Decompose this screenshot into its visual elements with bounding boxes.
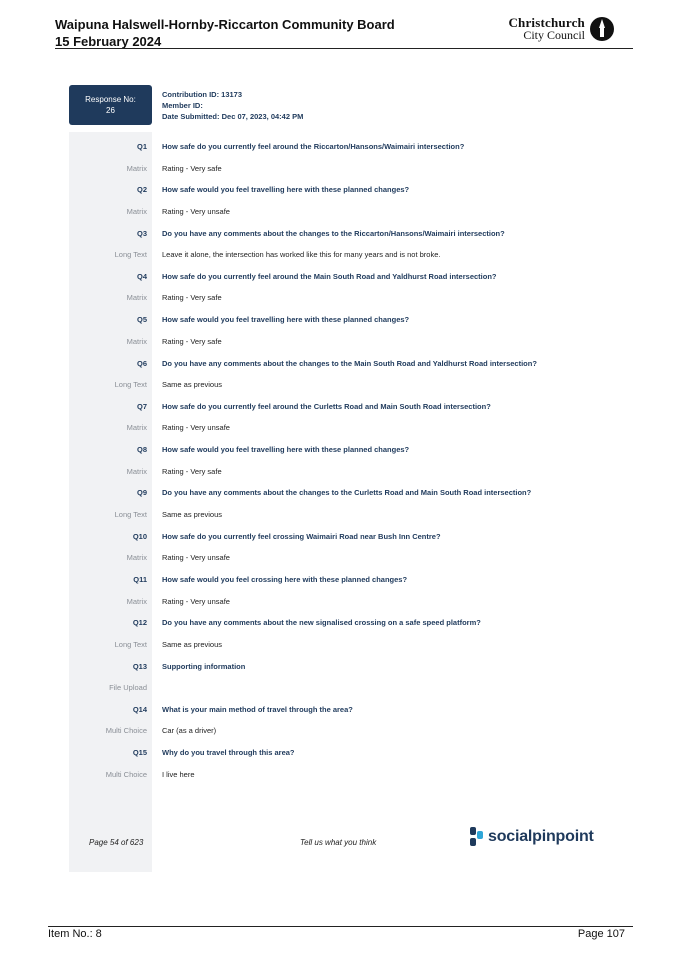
question-number: Q13 xyxy=(132,661,147,671)
response-label: Response No: xyxy=(85,95,136,104)
question-row xyxy=(69,746,629,760)
question-text: Why do you travel through this area? xyxy=(162,748,295,758)
question-type: Matrix xyxy=(126,466,147,476)
question-type: Matrix xyxy=(126,553,147,563)
question-text: How safe do you currently feel crossing Waimairi Road near Bush Inn Centre? xyxy=(162,531,441,541)
answer-text: Car (as a driver) xyxy=(162,726,217,736)
answer-row xyxy=(69,205,629,219)
question-text: How safe would you feel travelling here with these planned changes? xyxy=(162,185,410,195)
contribution-label: Contribution ID: xyxy=(162,90,220,99)
answer-text: I live here xyxy=(162,769,195,779)
answer-text: Same as previous xyxy=(162,509,223,519)
header-title xyxy=(55,16,395,50)
member-label: Member ID: xyxy=(162,101,203,110)
question-type: Matrix xyxy=(126,423,147,433)
question-sidebar xyxy=(69,132,152,872)
answer-row xyxy=(69,551,629,565)
question-text: How safe do you currently feel around the Riccarton/Hansons/Waimairi intersection? xyxy=(162,142,465,151)
question-text: How safe do you currently feel around the Curletts Road and Main South Road intersection? xyxy=(162,401,491,411)
question-text: Supporting information xyxy=(162,661,246,671)
brand-name: socialpinpoint xyxy=(488,828,594,845)
council-logo xyxy=(508,16,615,42)
question-type: Matrix xyxy=(126,163,147,173)
question-text: How safe would you feel travelling here with these planned changes? xyxy=(162,445,410,455)
answer-row xyxy=(69,378,629,392)
item-number: Item No.: 8 xyxy=(48,928,102,940)
question-type: Long Text xyxy=(114,509,147,519)
answer-text: Rating - Very safe xyxy=(162,163,222,173)
footer-divider xyxy=(48,926,633,927)
question-row xyxy=(69,227,629,241)
response-number-box xyxy=(69,85,152,125)
question-number: Q11 xyxy=(133,575,147,584)
question-number: Q1 xyxy=(136,142,147,151)
question-row xyxy=(69,573,629,587)
question-row xyxy=(69,270,629,284)
answer-text: Leave it alone, the intersection has worked like this for many years and is not broke. xyxy=(162,250,441,260)
question-number: Q4 xyxy=(136,271,147,281)
meeting-date: 15 February 2024 xyxy=(55,34,162,49)
question-number: Q6 xyxy=(136,358,147,368)
answer-text: Rating - Very unsafe xyxy=(162,553,230,563)
socialpinpoint-logo xyxy=(470,827,594,847)
answer-text: Rating - Very unsafe xyxy=(162,423,230,433)
question-number: Q12 xyxy=(132,618,147,628)
answer-row xyxy=(69,335,629,349)
question-text: How safe do you currently feel around the Main South Road and Yaldhurst Road intersection? xyxy=(162,271,497,281)
question-row xyxy=(69,183,629,197)
answer-row xyxy=(69,681,629,695)
question-number: Q9 xyxy=(136,488,147,498)
question-type: Matrix xyxy=(126,206,147,216)
question-number: Q14 xyxy=(132,704,147,714)
question-number: Q2 xyxy=(136,185,147,195)
question-row xyxy=(69,357,629,371)
question-number: Q3 xyxy=(136,228,147,238)
logo-line2: City Council xyxy=(523,28,585,42)
question-row xyxy=(69,660,629,674)
question-type: Long Text xyxy=(114,639,147,649)
logo-line1: Christchurch xyxy=(508,15,585,30)
question-type: Multi Choice xyxy=(105,769,147,779)
answer-row xyxy=(69,162,629,176)
header-divider xyxy=(55,48,633,49)
question-text: How safe would you feel crossing here with these planned changes? xyxy=(162,575,408,584)
question-row xyxy=(69,530,629,544)
contribution-id: 13173 xyxy=(221,90,243,99)
page-count: Page 54 of 623 xyxy=(89,838,144,847)
document-page: Page 107 xyxy=(577,928,625,940)
answer-row xyxy=(69,638,629,652)
answer-row xyxy=(69,508,629,522)
socialpinpoint-mark-icon xyxy=(470,827,484,847)
answer-text: Rating - Very unsafe xyxy=(162,206,230,216)
question-type: Long Text xyxy=(114,380,147,389)
question-text: Do you have any comments about the changes to the Curletts Road and Main South Road intersection? xyxy=(162,488,532,498)
question-text: Do you have any comments about the new signalised crossing on a safe speed platform? xyxy=(162,618,481,628)
question-row xyxy=(69,400,629,414)
question-number: Q7 xyxy=(136,401,147,411)
answer-row xyxy=(69,595,629,609)
question-number: Q10 xyxy=(132,531,147,541)
question-type: Matrix xyxy=(126,293,147,303)
question-row xyxy=(69,703,629,717)
cathedral-logo-icon xyxy=(589,16,615,42)
question-type: Matrix xyxy=(126,596,147,606)
question-row xyxy=(69,443,629,457)
answer-text: Rating - Very unsafe xyxy=(162,596,230,606)
question-type: Matrix xyxy=(126,336,147,346)
question-type: Multi Choice xyxy=(105,726,147,736)
question-type: File Upload xyxy=(109,683,147,693)
answer-text: Rating - Very safe xyxy=(162,336,222,346)
question-number: Q5 xyxy=(136,315,147,325)
question-row xyxy=(69,486,629,500)
answer-row xyxy=(69,724,629,738)
answer-text: Same as previous xyxy=(162,380,223,389)
answer-row xyxy=(69,768,629,782)
answer-row xyxy=(69,248,629,262)
answer-row xyxy=(69,421,629,435)
tagline: Tell us what you think xyxy=(300,838,377,847)
question-row xyxy=(69,313,629,327)
question-number: Q15 xyxy=(132,748,147,758)
board-name: Waipuna Halswell-Hornby-Riccarton Community Board xyxy=(55,17,395,32)
response-meta xyxy=(162,89,303,122)
question-row xyxy=(69,616,629,630)
date-label: Date Submitted: xyxy=(162,112,220,121)
question-text: What is your main method of travel through the area? xyxy=(162,704,353,714)
question-text: Do you have any comments about the changes to the Riccarton/Hansons/Waimairi intersection? xyxy=(162,228,505,238)
answer-row xyxy=(69,465,629,479)
question-row xyxy=(69,140,629,154)
question-text: How safe would you feel travelling here with these planned changes? xyxy=(162,315,410,325)
answer-text: Same as previous xyxy=(162,639,223,649)
answer-text: Rating - Very safe xyxy=(162,466,222,476)
answer-row xyxy=(69,291,629,305)
question-number: Q8 xyxy=(136,445,147,455)
date-value: Dec 07, 2023, 04:42 PM xyxy=(221,112,304,121)
answer-text: Rating - Very safe xyxy=(162,293,222,303)
question-text: Do you have any comments about the changes to the Main South Road and Yaldhurst Road intersection? xyxy=(162,358,537,368)
question-type: Long Text xyxy=(114,250,147,260)
response-number: 26 xyxy=(106,106,115,115)
